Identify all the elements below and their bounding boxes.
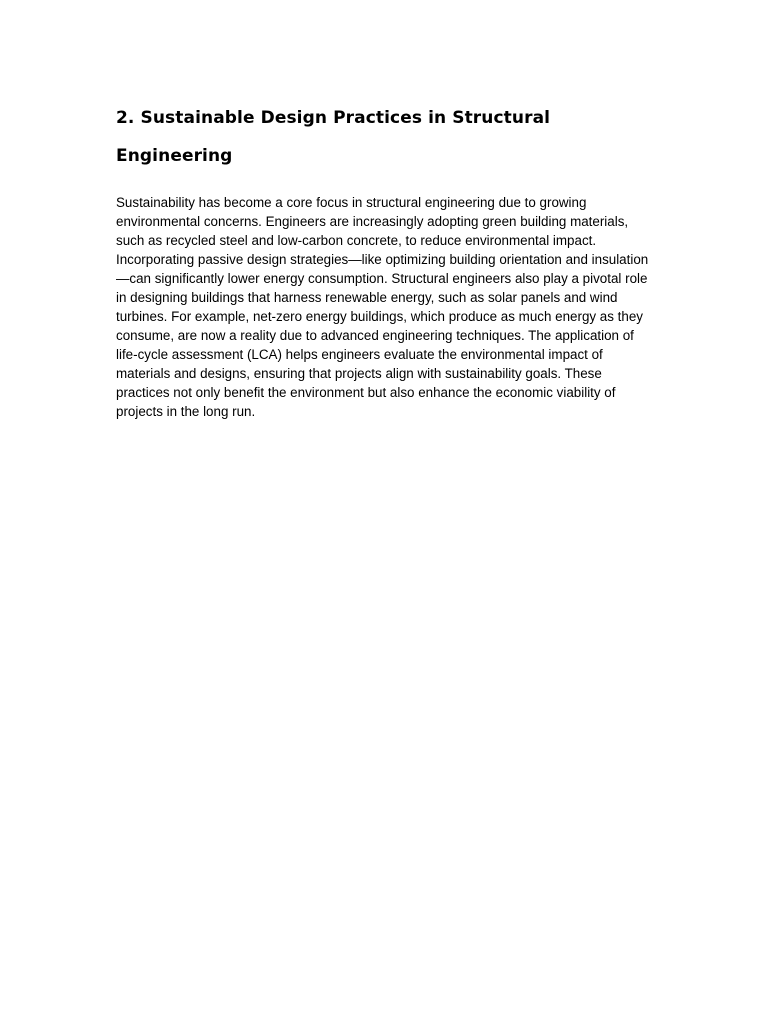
section-heading: 2. Sustainable Design Practices in Structural Engineering (116, 108, 551, 166)
document-content (116, 99, 656, 421)
body-paragraph: Sustainability has become a core focus in structural engineering due to growing environmental concerns. Engineers are increasingly adopting green building materials, such as recycled steel and low-carbon concrete, to reduce environmental impact. Incorporating passive design strategies—like optimizing building orientation and insulation—can significantly lower energy consumption. Structural engineers also play a pivotal role in designing buildings that harness renewable energy, such as solar panels and wind turbines. For example, net-zero energy buildings, which produce as much energy as they consume, are now a reality due to advanced engineering techniques. The application of life-cycle assessment (LCA) helps engineers evaluate the environmental impact of materials and designs, ensuring that projects align with sustainability goals. These practices not only benefit the environment but also enhance the economic viability of projects in the long run. (116, 195, 649, 419)
